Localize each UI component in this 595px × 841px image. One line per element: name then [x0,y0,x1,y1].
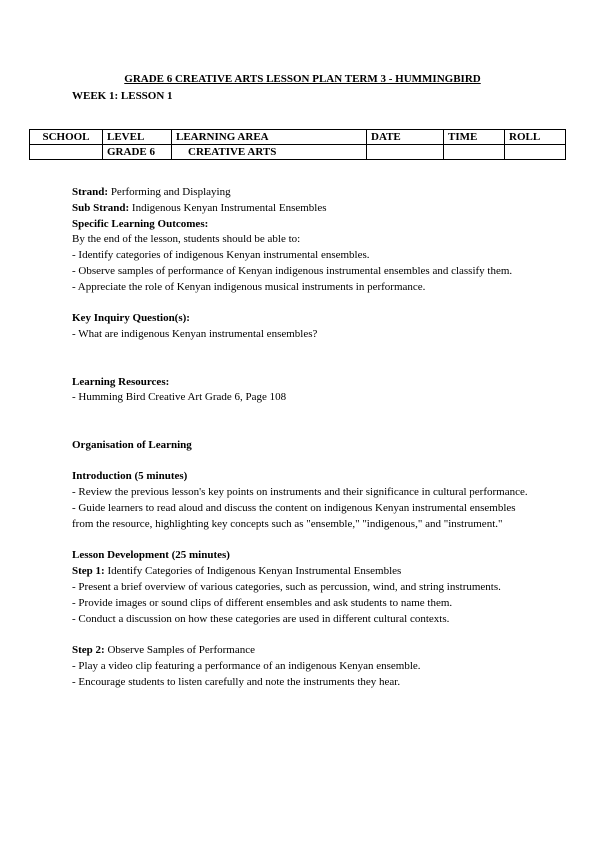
step1-line [72,564,532,580]
header-school: SCHOOL [30,130,103,145]
inquiry-heading: Key Inquiry Question(s): [72,312,190,325]
outcome-item: - Observe samples of performance of Kenyan indigenous instrumental ensembles and classify them. [72,264,513,277]
strand-line [72,185,532,201]
introduction-item: - Guide learners to read aloud and discuss the content on indigenous Kenyan instrumental ensembles from the resource, highlighting key concepts such as "ensemble," "indigenous," and "instrument." [72,501,516,530]
strand-value: Performing and Displaying [110,186,231,198]
step1-label: Step 1: [72,565,105,578]
inquiry-item: - What are indigenous Kenyan instrumental ensembles? [72,328,318,341]
development-heading: Lesson Development (25 minutes) [72,549,230,562]
outcome-item: - Identify categories of indigenous Kenyan instrumental ensembles. [72,249,370,262]
resource-item: - Humming Bird Creative Art Grade 6, Page 108 [72,391,287,404]
outcomes-intro: By the end of the lesson, students should be able to: [72,233,301,246]
cell-roll [505,145,566,160]
introduction-heading: Introduction (5 minutes) [72,470,188,483]
cell-level: GRADE 6 [103,145,172,160]
outcome-item: - Appreciate the role of Kenyan indigenous musical instruments in performance. [72,280,426,293]
week-lesson-label: WEEK 1: LESSON 1 [72,90,173,102]
sub-strand-label: Sub Strand: [72,201,130,214]
header-roll: ROLL [505,130,566,145]
sub-strand-value: Indigenous Kenyan Instrumental Ensembles [131,201,327,214]
sub-strand-line [72,201,532,217]
header-time: TIME [444,130,505,145]
step2-value: Observe Samples of Performance [107,644,255,657]
step2-label: Step 2: [72,644,105,657]
strand-label: Strand: [72,186,109,198]
table-row [30,145,566,160]
outcomes-heading: Specific Learning Outcomes: [72,217,209,230]
step2-line [72,643,532,659]
header-level: LEVEL [103,130,172,145]
step2-item: - Play a video clip featuring a performance of an indigenous Kenyan ensemble. [72,659,421,672]
header-learning-area: LEARNING AREA [172,130,367,145]
step2-item: - Encourage students to listen carefully and note the instruments they hear. [72,675,401,688]
step1-item: - Present a brief overview of various categories, such as percussion, wind, and string instruments. [72,580,501,593]
introduction-item: - Review the previous lesson's key points on instruments and their significance in cultural performance. [72,486,528,499]
document-title: GRADE 6 CREATIVE ARTS LESSON PLAN TERM 3 - HUMMINGBIRD [124,73,481,85]
cell-date [367,145,444,160]
header-date: DATE [367,130,444,145]
lesson-info-table [29,129,566,160]
cell-school [30,145,103,160]
cell-time [444,145,505,160]
step1-item: - Provide images or sound clips of different ensembles and ask students to name them. [72,596,453,609]
step1-item: - Conduct a discussion on how these categories are used in different cultural contexts. [72,612,450,625]
step1-value: Identify Categories of Indigenous Kenyan Instrumental Ensembles [107,565,402,578]
resources-heading: Learning Resources: [72,375,170,388]
organisation-heading: Organisation of Learning [72,438,192,451]
cell-learning-area: CREATIVE ARTS [172,145,367,160]
lesson-content [72,185,532,691]
table-header-row [30,130,566,145]
